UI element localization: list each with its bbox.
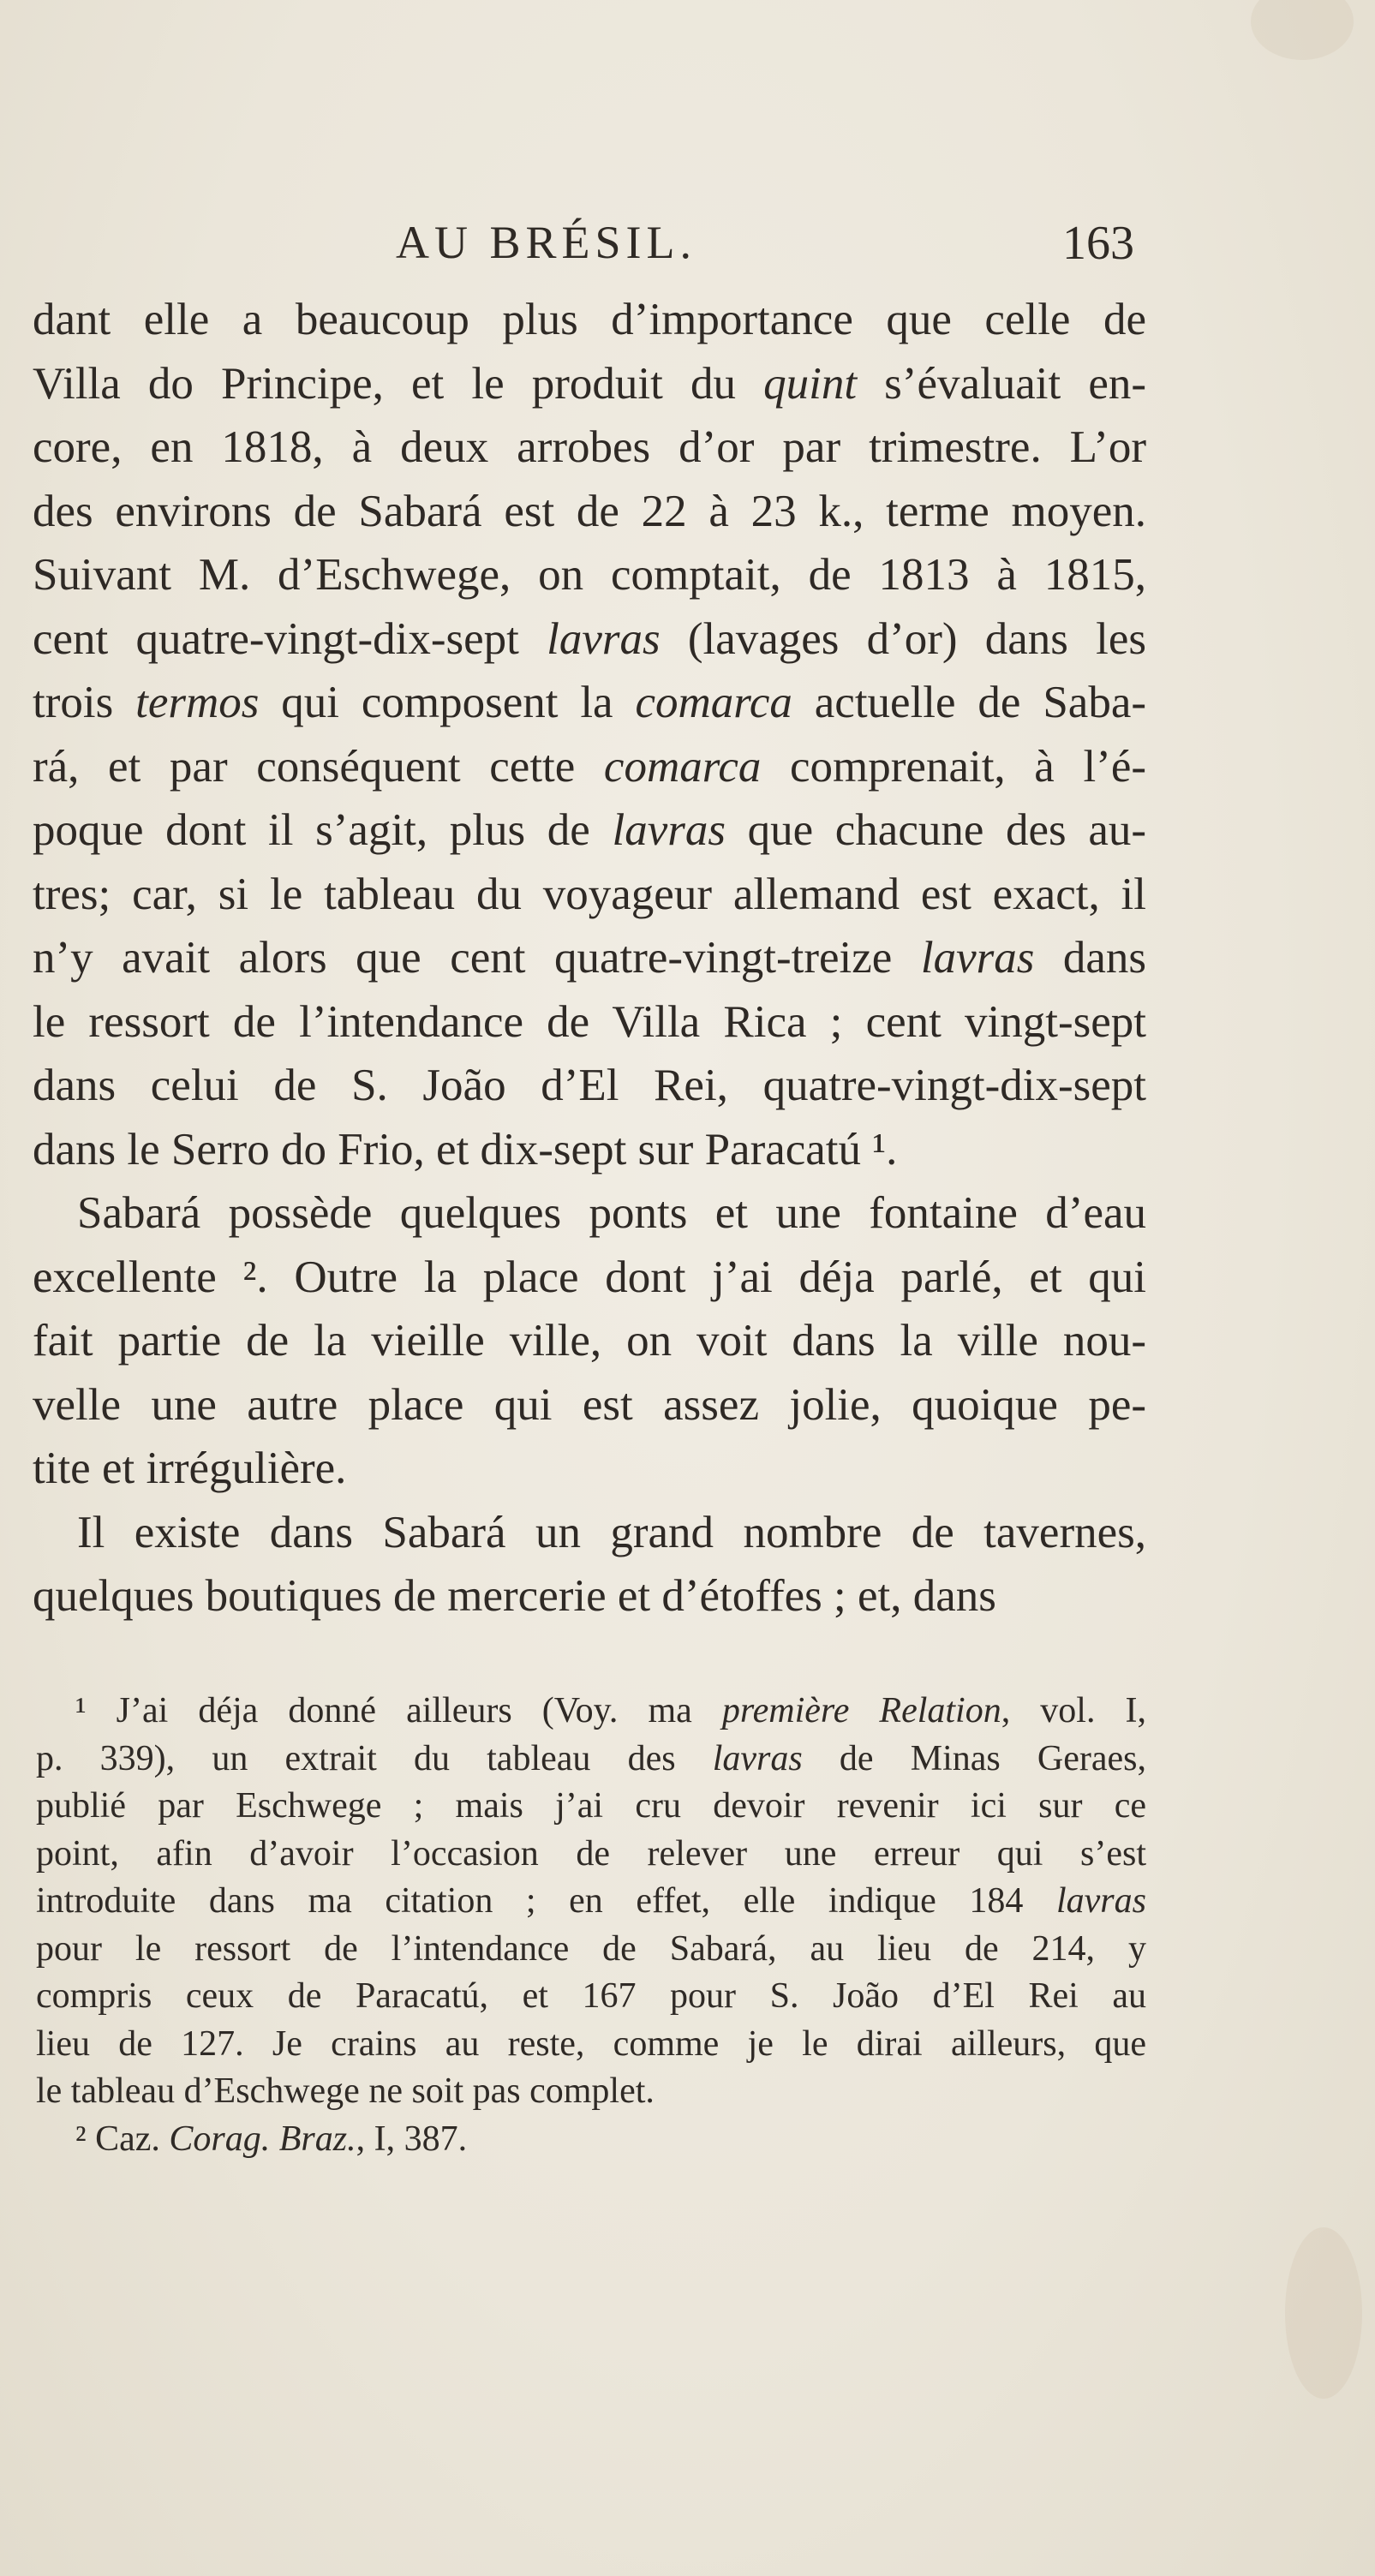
text-line: le ressort de l’intendance de Villa Rica ; cent vingt-sept — [33, 996, 1146, 1047]
footnote-line: point, afin d’avoir l’occasion de relever une erreur qui s’est — [36, 1833, 1146, 1874]
page-number: 163 — [1062, 217, 1134, 270]
footnote-line: lieu de 127. Je crains au reste, comme je le dirai ailleurs, que — [36, 2023, 1146, 2064]
text-line: Il existe dans Sabará un grand nombre de tavernes, — [77, 1507, 1146, 1557]
paper-stain — [1251, 0, 1354, 60]
footnote-line: ² Caz. Corag. Braz., I, 387. — [75, 2119, 468, 2159]
text-line: Suivant M. d’Eschwege, on comptait, de 1813 à 1815, — [33, 550, 1146, 600]
text-line: trois termos qui composent la comarca actuelle de Saba- — [33, 678, 1146, 727]
text-line: poque dont il s’agit, plus de lavras que chacune des au- — [33, 805, 1146, 855]
text-line: rá, et par conséquent cette comarca comprenait, à l’é- — [33, 741, 1146, 792]
text-line: cent quatre-vingt-dix-sept lavras (lavages d’or) dans les — [33, 613, 1147, 664]
text-line: dans celui de S. João d’El Rei, quatre-vingt-dix-sept — [33, 1061, 1146, 1110]
text-line: Sabará possède quelques ponts et une fontaine d’eau — [77, 1188, 1146, 1238]
text-line: Villa do Principe, et le produit du quint s’évaluait en- — [33, 358, 1146, 409]
text-line: fait partie de la vieille ville, on voit dans la ville nou- — [33, 1316, 1146, 1366]
text-line: dant elle a beaucoup plus d’importance que celle de — [33, 295, 1146, 344]
footnote-line: introduite dans ma citation ; en effet, elle indique 184 lavras — [36, 1881, 1146, 1921]
footnote-line: pour le ressort de l’intendance de Sabará, au lieu de 214, y — [36, 1928, 1146, 1969]
text-line: core, en 1818, à deux arrobes d’or par trimestre. L’or — [33, 422, 1146, 472]
text-line: dans le Serro do Frio, et dix-sept sur Paracatú ¹. — [33, 1124, 898, 1174]
text-line: tres; car, si le tableau du voyageur allemand est exact, il — [33, 869, 1146, 919]
footnote-line: publié par Eschwege ; mais j’ai cru devoir revenir ici sur ce — [36, 1786, 1146, 1826]
text-line: n’y avait alors que cent quatre-vingt-treize lavras dans — [33, 933, 1146, 983]
text-line: tite et irrégulière. — [33, 1443, 347, 1493]
running-title: AU BRÉSIL. — [396, 217, 697, 268]
paper-stain — [1285, 2227, 1362, 2399]
footnote-line: le tableau d’Eschwege ne soit pas complet. — [36, 2071, 655, 2111]
page-header — [0, 216, 1375, 276]
footnote-line: ¹ J’ai déja donné ailleurs (Voy. ma première Relation, vol. I, — [75, 1691, 1147, 1730]
text-line: velle une autre place qui est assez jolie, quoique pe- — [33, 1379, 1146, 1430]
text-line: quelques boutiques de mercerie et d’étoffes ; et, dans — [33, 1571, 996, 1621]
main-text — [33, 288, 1146, 1629]
text-line: excellente ². Outre la place dont j’ai déja parlé, et qui — [33, 1252, 1146, 1302]
text-line: des environs de Sabará est de 22 à 23 k., terme moyen. — [33, 486, 1146, 536]
footnote-line: p. 339), un extrait du tableau des lavras de Minas Geraes, — [36, 1738, 1147, 1778]
footnotes — [36, 1688, 1146, 2163]
footnote-line: compris ceux de Paracatú, et 167 pour S. João d’El Rei au — [36, 1976, 1146, 2016]
